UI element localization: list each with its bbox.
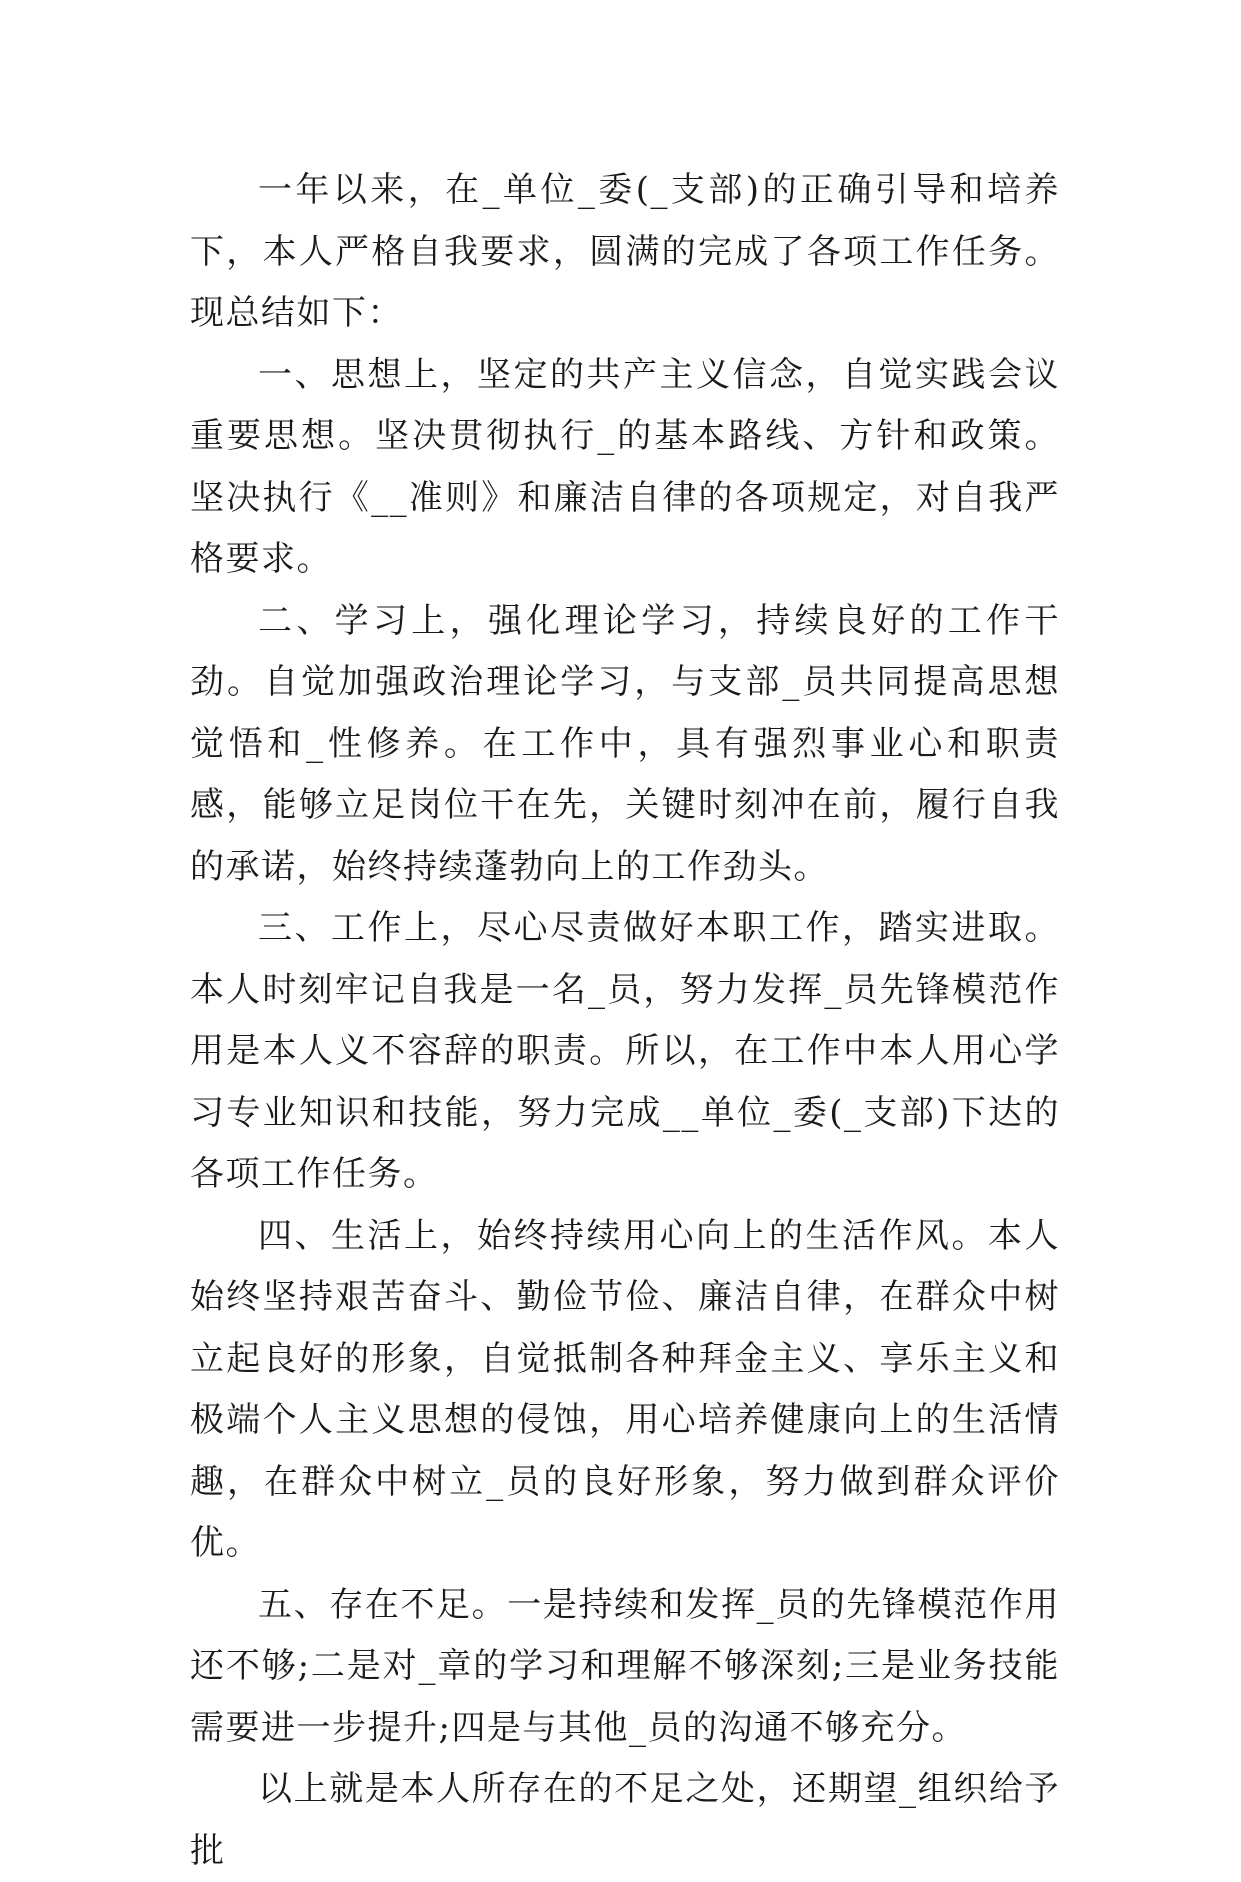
paragraph-closing: 以上就是本人所存在的不足之处，还期望_组织给予批	[190, 1769, 1060, 1871]
paragraph-intro: 一年以来，在_单位_委(_支部)的正确引导和培养下，本人严格自我要求，圆满的完成了各项工作任务。现总结如下：	[190, 170, 1060, 333]
paragraph-work: 三、工作上，尽心尽责做好本职工作，踏实进取。本人时刻牢记自我是一名_员，努力发挥_员先锋模范作用是本人义不容辞的职责。所以，在工作中本人用心学习专业知识和技能，努力完成__单位_委(_支部)下达的各项工作任务。	[190, 908, 1060, 1194]
paragraph-thought: 一、思想上，坚定的共产主义信念，自觉实践会议重要思想。坚决贯彻执行_的基本路线、方针和政策。坚决执行《__准则》和廉洁自律的各项规定，对自我严格要求。	[190, 354, 1060, 579]
paragraph-shortcomings: 五、存在不足。一是持续和发挥_员的先锋模范作用还不够;二是对_章的学习和理解不够深刻;三是业务技能需要进一步提升;四是与其他_员的沟通不够充分。	[190, 1584, 1060, 1748]
document-body	[190, 160, 1060, 1882]
paragraph-life: 四、生活上，始终持续用心向上的生活作风。本人始终坚持艰苦奋斗、勤俭节俭、廉洁自律，在群众中树立起良好的形象，自觉抵制各种拜金主义、享乐主义和极端个人主义思想的侵蚀，用心培养健康向上的生活情趣，在群众中树立_员的良好形象，努力做到群众评价优。	[190, 1215, 1060, 1563]
paragraph-study: 二、学习上，强化理论学习，持续良好的工作干劲。自觉加强政治理论学习，与支部_员共同提高思想觉悟和_性修养。在工作中，具有强烈事业心和职责感，能够立足岗位干在先，关键时刻冲在前，履行自我的承诺，始终持续蓬勃向上的工作劲头。	[190, 600, 1060, 887]
